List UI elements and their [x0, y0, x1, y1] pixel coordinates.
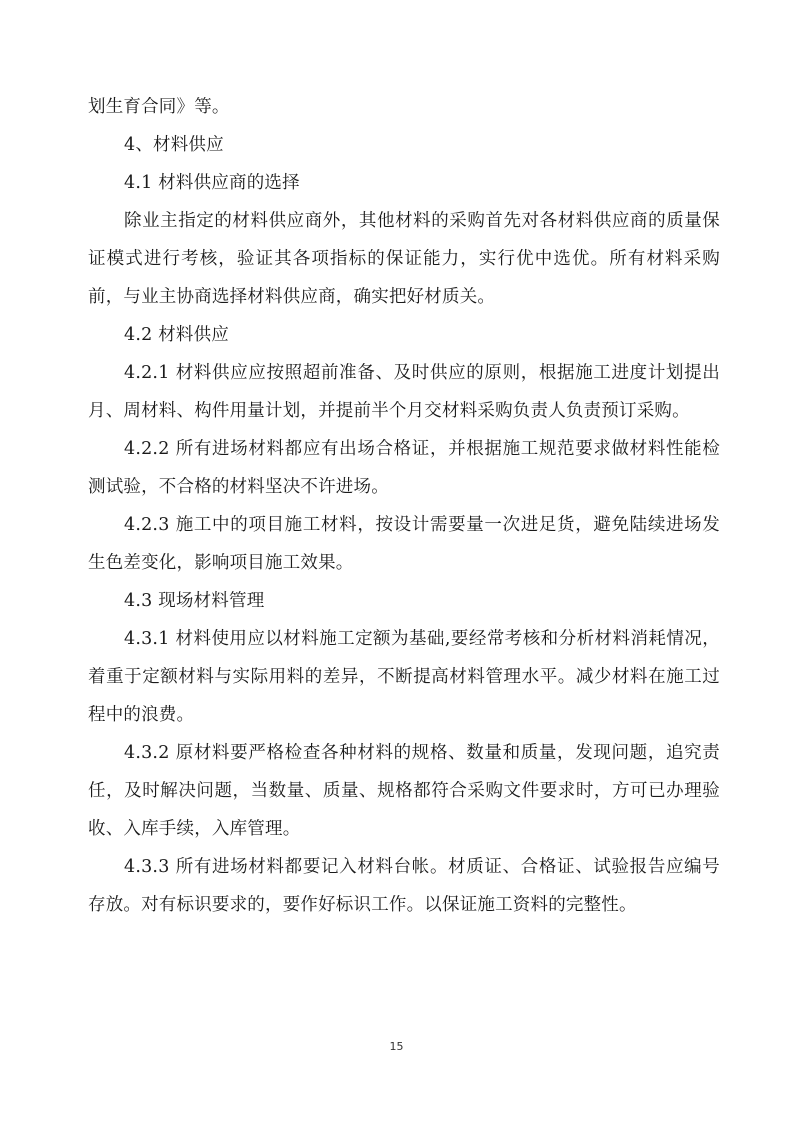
- section-heading-4: 4、材料供应: [124, 135, 224, 155]
- body-text: [88, 88, 720, 924]
- paragraph-supplier-selection: 除业主指定的材料供应商外，其他材料的采购首先对各材料供应商的质量保证模式进行考核，验证其各项指标的保证能力，实行优中选优。所有材料采购前，与业主协商选择材料供应商，确实把好材质关。: [88, 211, 720, 307]
- paragraph-4-3-2: 4.3.2 原材料要严格检查各种材料的规格、数量和质量，发现问题，追究责任，及时解决问题，当数量、质量、规格都符合采购文件要求时，方可已办理验收、入库手续，入库管理。: [88, 743, 720, 839]
- paragraph-4-2-3: 4.2.3 施工中的项目施工材料，按设计需要量一次进足货，避免陆续进场发生色差变化，影响项目施工效果。: [88, 515, 720, 573]
- subheading-4-3: 4.3 现场材料管理: [124, 591, 265, 611]
- paragraph-continuation: 划生育合同》等。: [88, 97, 230, 117]
- paragraph-4-2-2: 4.2.2 所有进场材料都应有出场合格证，并根据施工规范要求做材料性能检测试验，不合格的材料坚决不许进场。: [88, 439, 720, 497]
- subheading-4-2: 4.2 材料供应: [124, 325, 229, 345]
- page-number: 15: [389, 1040, 404, 1053]
- paragraph-4-3-3: 4.3.3 所有进场材料都要记入材料台帐。材质证、合格证、试验报告应编号存放。对有标识要求的，要作好标识工作。以保证施工资料的完整性。: [88, 857, 720, 915]
- paragraph-4-3-1: 4.3.1 材料使用应以材料施工定额为基础,要经常考核和分析材料消耗情况，着重于定额材料与实际用料的差异，不断提高材料管理水平。减少材料在施工过程中的浪费。: [88, 629, 720, 725]
- subheading-4-1: 4.1 材料供应商的选择: [124, 173, 300, 193]
- paragraph-4-2-1: 4.2.1 材料供应应按照超前准备、及时供应的原则，根据施工进度计划提出月、周材料、构件用量计划，并提前半个月交材料采购负责人负责预订采购。: [88, 363, 720, 421]
